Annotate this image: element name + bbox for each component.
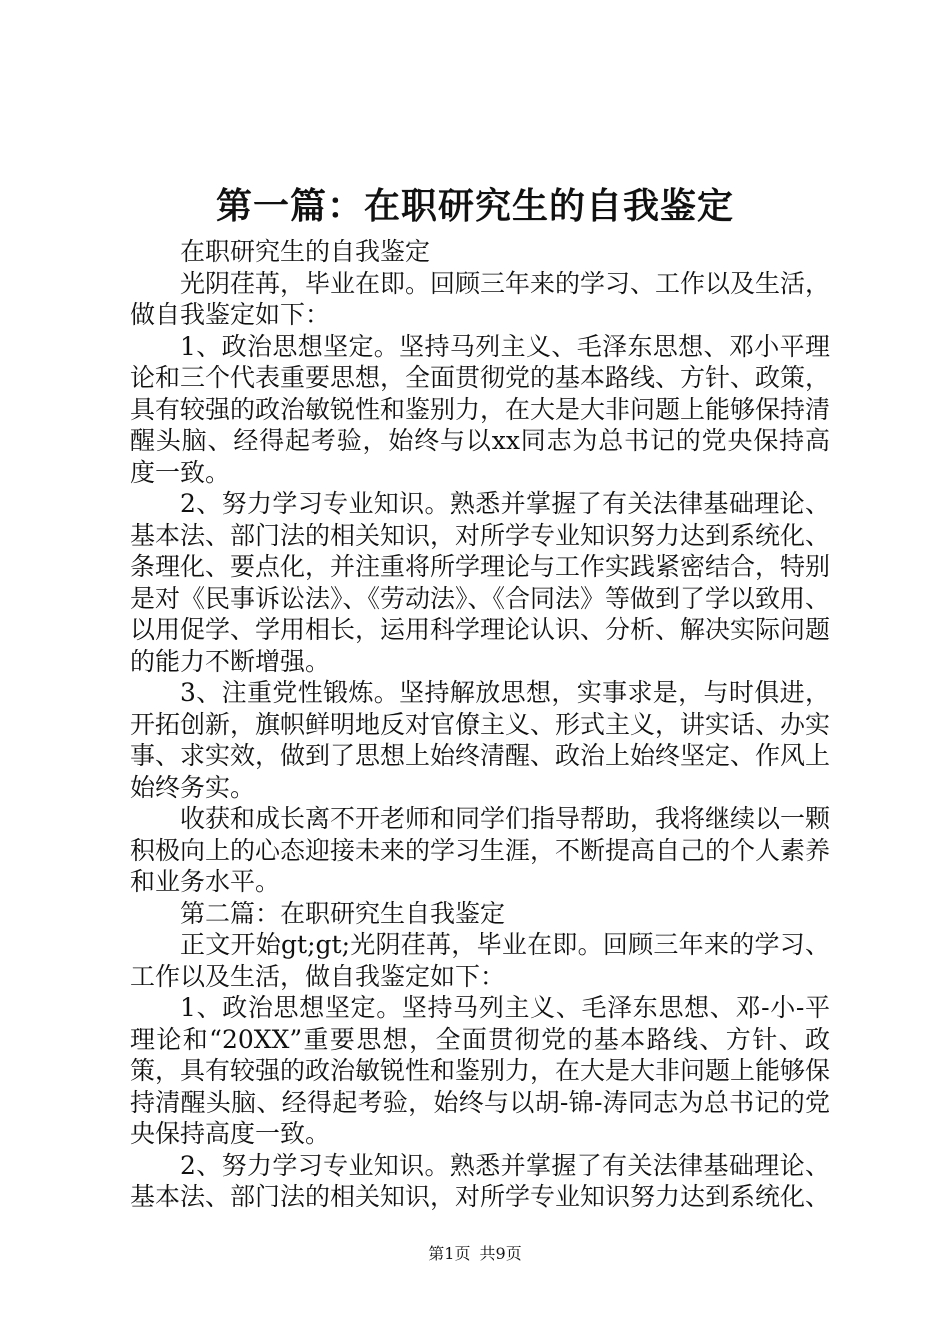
page-footer <box>0 1244 950 1264</box>
paragraph-subtitle: 在职研究生的自我鉴定 <box>180 237 431 266</box>
paragraph-section-2-item-1: 1、政治思想坚定。坚持马列主义、毛泽东思想、邓-小-平理论和“20XX”重要思想，全面贯彻党的基本路线、方针、政策，具有较强的政治敏锐性和鉴别力，在大是大非问题上能够保持清醒头脑、经得起考验，始终与以胡-锦-涛同志为总书记的党央保持高度一致。 <box>130 993 831 1148</box>
document-title: 第一篇：在职研究生的自我鉴定 <box>215 185 734 227</box>
paragraph-intro: 光阴荏苒，毕业在即。回顾三年来的学习、工作以及生活，做自我鉴定如下： <box>130 268 831 329</box>
paragraph-section-2-heading: 第二篇：在职研究生自我鉴定 <box>180 898 506 928</box>
paragraph-item-3: 3、注重党性锻炼。坚持解放思想，实事求是，与时俱进，开拓创新，旗帜鲜明地反对官僚主义、形式主义，讲实话、办实事、求实效，做到了思想上始终清醒、政治上始终坚定、作风上始终务实。 <box>130 678 831 802</box>
paragraph-conclusion: 收获和成长离不开老师和同学们指导帮助，我将继续以一颗积极向上的心态迎接未来的学习生涯，不断提高自己的个人素养和业务水平。 <box>130 804 831 896</box>
paragraph-item-1: 1、政治思想坚定。坚持马列主义、毛泽东思想、邓小平理论和三个代表重要思想，全面贯彻党的基本路线、方针、政策，具有较强的政治敏锐性和鉴别力，在大是大非问题上能够保持清醒头脑、经得起考验，始终与以xx同志为总书记的党央保持高度一致。 <box>130 331 831 487</box>
page-total: 共9页 <box>479 1244 522 1263</box>
document-body <box>130 236 830 1213</box>
paragraph-section-2-intro: 正文开始gt;gt;光阴荏苒，毕业在即。回顾三年来的学习、工作以及生活，做自我鉴定如下： <box>130 930 830 991</box>
paragraph-item-2: 2、努力学习专业知识。熟悉并掌握了有关法律基础理论、基本法、部门法的相关知识，对所学专业知识努力达到系统化、条理化、要点化，并注重将所学理论与工作实践紧密结合，特别是对《民事诉讼法》、《劳动法》、《合同法》等做到了学以致用、以用促学、学用相长，运用科学理论认识、分析、解决实际问题的能力不断增强。 <box>130 489 831 676</box>
paragraph-section-2-item-2: 2、努力学习专业知识。熟悉并掌握了有关法律基础理论、基本法、部门法的相关知识，对所学专业知识努力达到系统化、 <box>130 1150 831 1211</box>
page-number: 第1页 <box>428 1244 471 1263</box>
